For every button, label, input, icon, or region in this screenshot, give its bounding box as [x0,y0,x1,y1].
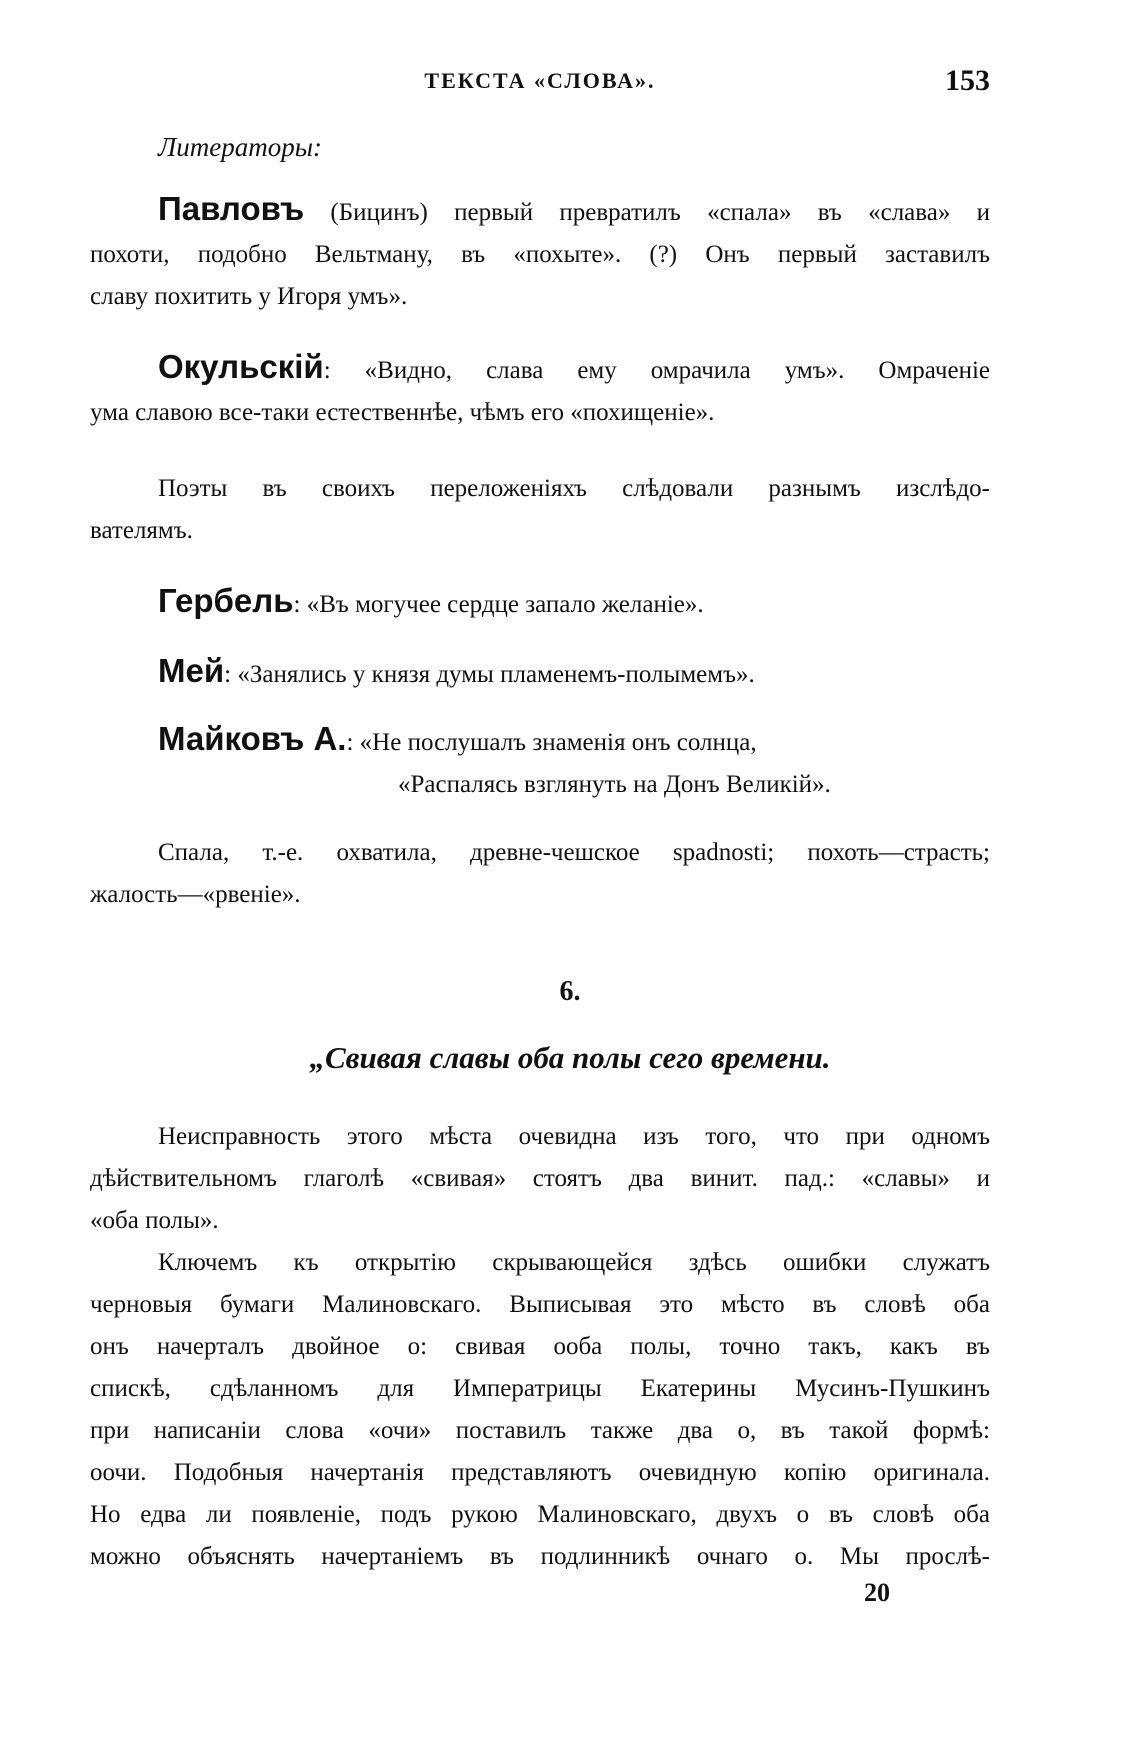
gerbel-quote: : «Въ могучее сердце запало желаніе». [293,591,704,618]
pavlov-line-2: похоти, подобно Вельтману, въ «похыте». (?) Онъ первый заставилъ [90,241,990,268]
okulsky-text-1: : «Видно, слава ему омрачила умъ». Омраченіе [323,357,990,384]
para2-line-3: онъ начерталъ двойное о: свивая ооба полы, точно такъ, какъ въ [90,1333,990,1360]
author-name-maykov: Майковъ А. [158,720,347,757]
paragraph-2 [90,1242,990,1578]
pavlov-line-3: славу похитить у Игоря умъ». [90,283,408,310]
okulsky-paragraph [90,346,990,434]
pavlov-line-1 [90,188,990,234]
maykov-verse [90,718,831,806]
author-name-gerbel: Гербель [158,582,294,619]
para1-line-1: Неисправность этого мѣста очевидна изъ того, что при одномъ [158,1123,990,1150]
literators-heading: Литераторы: [158,132,323,162]
pavlov-paragraph [90,188,990,318]
para2-line-4: спискѣ, сдѣланномъ для Императрицы Екатерины Мусинъ-Пушкинъ [90,1375,990,1402]
mey-quote: : «Занялись у князя думы пламенемъ-полымемъ». [224,661,755,688]
poets-line-2: вателямъ. [90,517,193,544]
okulsky-line-2: ума славою все-таки естественнѣе, чѣмъ его «похищеніе». [90,399,715,426]
para2-line-7: Но едва ли появленіе, подъ рукою Малиновскаго, двухъ о въ словѣ оба [90,1501,990,1528]
section-number: 6. [559,976,581,1007]
signature-mark: 20 [864,1578,890,1607]
author-name-pavlov: Павловъ [158,190,305,227]
page-number: 153 [945,64,990,97]
para2-line-1: Ключемъ къ открытію скрывающейся здѣсь ошибки служатъ [158,1249,990,1276]
literators-heading-block [90,126,990,168]
gloss-line-2: жалость—«рвеніе». [90,881,301,908]
gerbel-line [90,580,990,626]
running-head: ТЕКСТА «СЛОВА». [424,68,656,93]
para1-line-3: «оба полы». [90,1207,219,1234]
author-name-mey: Мей [158,652,225,689]
paragraph-1 [90,1116,990,1242]
mey-line [90,650,990,696]
okulsky-line-1 [90,346,990,392]
para1-line-2: дѣйствительномъ глаголѣ «свивая» стоятъ два винит. пад.: «славы» и [90,1165,990,1192]
section-title: „Свивая славы оба полы сего времени. [309,1040,831,1075]
pavlov-text-1: (Бицинъ) первый превратилъ «спала» въ «слава» и [330,199,990,226]
maykov-verse-line-2: «Распалясь взглянуть на Донъ Великій». [398,771,831,798]
para2-line-8: можно объяснять начертаніемъ въ подлинникѣ очнаго о. Мы прослѣ- [90,1543,990,1570]
para2-line-5: при написаніи слова «очи» поставилъ также два о, въ такой формѣ: [90,1417,990,1444]
para2-line-6: оочи. Подобныя начертанія представляютъ очевидную копію оригинала. [90,1459,990,1486]
author-name-okulsky: Окульскій [158,348,324,385]
gloss-line-1: Спала, т.-е. охватила, древне-чешское spadnosti; похоть—страсть; [158,839,990,866]
gloss-paragraph [90,832,990,916]
poets-paragraph [90,468,990,552]
maykov-verse-line-1: : «Не послушалъ знаменія онъ солнца, [346,729,757,756]
poets-line-1: Поэты въ своихъ переложеніяхъ слѣдовали разнымъ изслѣдо- [158,475,990,502]
para2-line-2: черновыя бумаги Малиновскаго. Выписывая это мѣсто въ словѣ оба [90,1291,990,1318]
